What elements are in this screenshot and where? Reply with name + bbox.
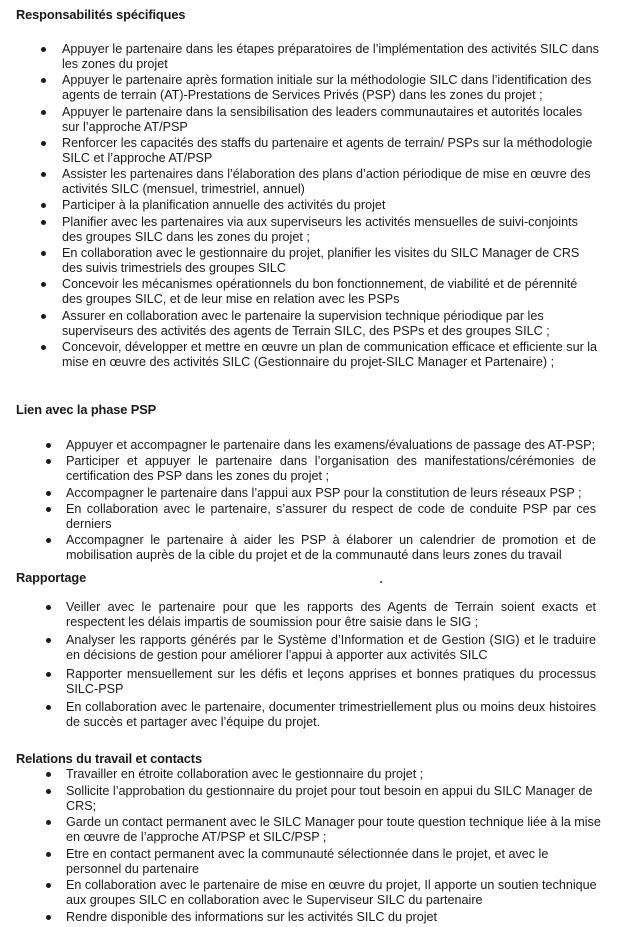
bullet-icon (41, 47, 46, 52)
bullet-list (0, 767, 620, 925)
bullet-icon (46, 507, 51, 512)
bullet-icon (41, 282, 46, 287)
bullet-icon (46, 672, 51, 677)
section-heading-rapportage: Rapportage (16, 570, 87, 585)
bullet-icon (46, 459, 51, 464)
bullet-icon (41, 78, 46, 83)
list-item: Rendre disponible des informations sur les activités SILC du projet (0, 910, 602, 925)
bullet-icon (46, 789, 51, 794)
list-item: Participer à la planification annuelle des activités du projet (0, 198, 600, 213)
bullet-icon (41, 314, 46, 319)
section-heading-relations: Relations du travail et contacts (16, 751, 202, 766)
section-responsabilites (0, 42, 620, 371)
list-item: Planifier avec les partenaires via aux superviseurs les activités mensuelles de suivi-conjoints des groupes SILC dans les zones du projet ; (0, 215, 600, 245)
bullet-icon (46, 491, 51, 496)
bullet-list (0, 42, 620, 370)
section-relations (0, 767, 620, 927)
bullet-list (0, 600, 620, 730)
bullet-icon (46, 443, 51, 448)
list-item: Analyser les rapports générés par le Système d’Information et de Gestion (SIG) et le traduire en décisions de gestion pour améliorer l’appui à apporter aux activités SILC (0, 633, 596, 663)
bullet-list (0, 438, 620, 563)
list-item: Renforcer les capacités des staffs du partenaire et agents de terrain/ PSPs sur la méthodologie SILC et l’approche AT/PSP (0, 136, 600, 166)
bullet-icon (41, 203, 46, 208)
list-item: Garde un contact permanent avec le SILC Manager pour toute question technique liée à la mise en œuvre de l’approche AT/PSP et SILC/PSP ; (0, 815, 602, 845)
bullet-icon (46, 772, 51, 777)
section-rapportage (0, 600, 620, 734)
list-item: Rapporter mensuellement sur les défis et leçons apprises et bonnes pratiques du processus SILC-PSP (0, 667, 596, 697)
list-item: En collaboration avec le partenaire, documenter trimestriellement plus ou moins deux histoires de succès et partager avec l’équipe du projet. (0, 700, 596, 730)
bullet-icon (41, 110, 46, 115)
bullet-icon (41, 141, 46, 146)
list-item: Assurer en collaboration avec le partenaire la supervision technique périodique par les superviseurs des activités des agents de Terrain SILC, des PSPs et des groupes SILC ; (0, 309, 600, 339)
section-lien-psp (0, 438, 620, 564)
list-item: Concevoir les mécanismes opérationnels du bon fonctionnement, de viabilité et de pérennité des groupes SILC, et de leur mise en relation avec les PSPs (0, 277, 600, 307)
bullet-icon (41, 251, 46, 256)
list-item: Concevoir, développer et mettre en œuvre un plan de communication efficace et efficiente sur la mise en œuvre des activités SILC (Gestionnaire du projet-SILC Manager et Partenaire) ; (0, 340, 600, 370)
list-item: Etre en contact permanent avec la communauté sélectionnée dans le projet, et avec le personnel du partenaire (0, 847, 602, 877)
bullet-icon (46, 605, 51, 610)
bullet-icon (41, 172, 46, 177)
list-item: Appuyer le partenaire dans les étapes préparatoires de l’implémentation des activités SILC dans les zones du projet (0, 42, 600, 72)
bullet-icon (46, 705, 51, 710)
bullet-icon (46, 852, 51, 857)
list-item: Travailler en étroite collaboration avec le gestionnaire du projet ; (0, 767, 602, 782)
bullet-icon (41, 345, 46, 350)
list-item: Sollicite l’approbation du gestionnaire du projet pour tout besoin en appui du SILC Manager de CRS; (0, 784, 602, 814)
bullet-icon (46, 915, 51, 920)
scan-speck (46, 822, 48, 824)
list-item: Accompagner le partenaire à aider les PSP à élaborer un calendrier de promotion et de mobilisation auprès de la cible du projet et de la communauté dans leurs zones du travail (0, 533, 596, 563)
bullet-icon (46, 883, 51, 888)
list-item: Appuyer et accompagner le partenaire dans les examens/évaluations de passage des AT-PSP; (0, 438, 596, 453)
section-heading-responsabilites: Responsabilités spécifiques (16, 7, 186, 22)
list-item: Assister les partenaires dans l’élaboration des plans d’action périodique de mise en œuvre des activités SILC (mensuel, trimestriel, annuel) (0, 167, 600, 197)
list-item: En collaboration avec le gestionnaire du projet, planifier les visites du SILC Manager de CRS des suivis trimestriels des groupes SILC (0, 246, 600, 276)
list-item: Participer et appuyer le partenaire dans l’organisation des manifestations/cérémonies de certification des PSP dans les zones du projet ; (0, 454, 596, 484)
bullet-icon (41, 220, 46, 225)
bullet-icon (46, 638, 51, 643)
list-item: Appuyer le partenaire dans la sensibilisation des leaders communautaires et autorités locales sur l’approche AT/PSP (0, 105, 600, 135)
list-item: En collaboration avec le partenaire, s’assurer du respect de code de conduite PSP par ces derniers (0, 502, 596, 532)
list-item: Veiller avec le partenaire pour que les rapports des Agents de Terrain soient exacts et respectent les délais impartis de soumission pour être saisie dans le SIG ; (0, 600, 596, 630)
bullet-icon (46, 538, 51, 543)
list-item: Accompagner le partenaire dans l’appui aux PSP pour la constitution de leurs réseaux PSP ; (0, 486, 596, 501)
section-heading-lien-psp: Lien avec la phase PSP (16, 402, 157, 417)
list-item: Appuyer le partenaire après formation initiale sur la méthodologie SILC dans l’identification des agents de terrain (AT)-Prestations de Services Privés (PSP) dans les zones du projet ; (0, 73, 600, 103)
scan-speck (380, 581, 382, 583)
list-item: En collaboration avec le partenaire de mise en œuvre du projet, Il apporte un soutien technique aux groupes SILC en collaboration avec le Superviseur SILC du partenaire (0, 878, 602, 908)
